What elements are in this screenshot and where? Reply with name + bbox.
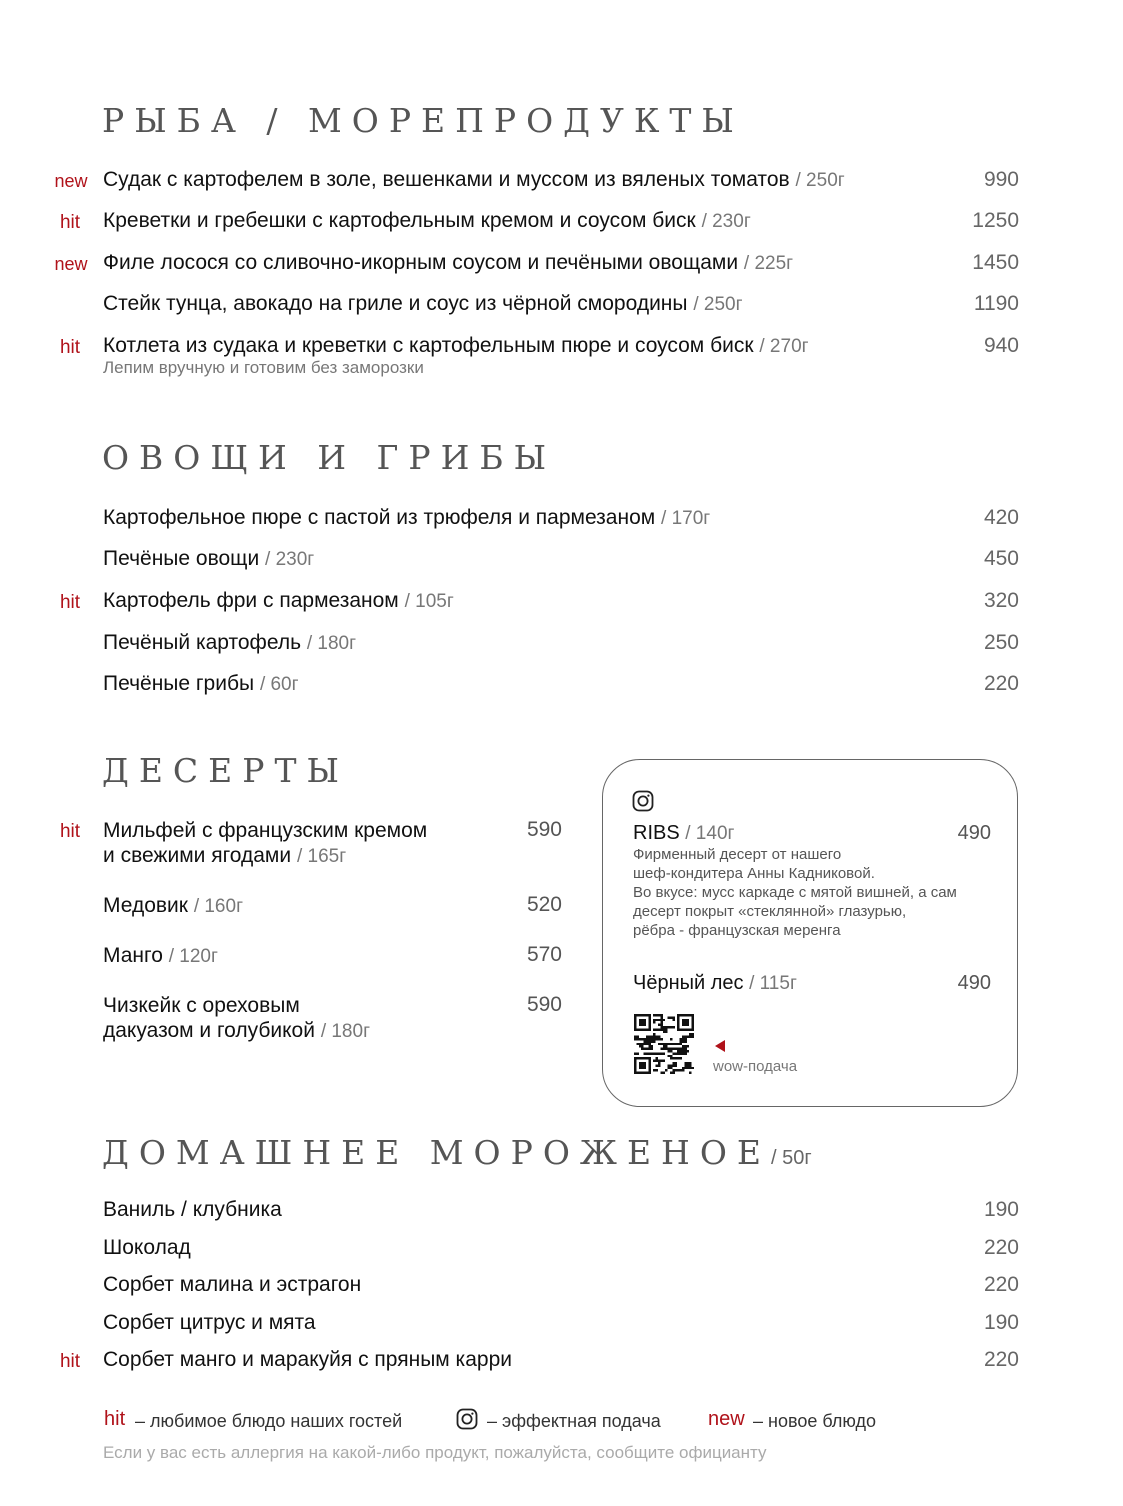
dish-weight: / 170г [661, 508, 711, 529]
dessert-name [103, 943, 503, 969]
card-item-black-forest: Чёрный лес / 115г [633, 972, 797, 994]
dish-title: Филе лосося со сливочно-икорным соусом и печёными овощами [103, 251, 739, 274]
dish-title: Креветки и гребешки с картофельным кремом и соусом биск [103, 209, 696, 232]
dish-weight: / 180г [306, 633, 357, 654]
dessert-line [103, 1018, 503, 1044]
dessert-price: 590 [526, 818, 562, 841]
dish-weight: / 105г [404, 591, 454, 612]
dish-title: Печёные грибы [103, 672, 255, 695]
instagram-icon [632, 790, 654, 812]
wow-label: wow-подача [713, 1058, 798, 1075]
dessert-name [103, 893, 503, 919]
dish-name [103, 334, 809, 358]
legend-insta-desc: – эффектная подача [487, 1411, 661, 1431]
section-title-desserts: ДЕСЕРТЫ [102, 751, 349, 790]
dish-name [103, 251, 793, 275]
dessert-name [103, 818, 503, 869]
qr-code[interactable] [634, 1014, 694, 1074]
section-title-icecream [102, 1133, 812, 1172]
dish-name [103, 589, 454, 613]
dish-price: 320 [983, 589, 1019, 612]
dessert-weight: / 120г [168, 946, 218, 967]
dish-price: 220 [983, 1273, 1019, 1296]
legend-new-tag: new [708, 1408, 745, 1430]
menu-row [0, 547, 1123, 577]
dish-name [103, 1348, 512, 1372]
dessert-price: 590 [526, 993, 562, 1016]
dish-name [103, 209, 751, 233]
dish-price: 220 [983, 1236, 1019, 1259]
legend [0, 1408, 1123, 1438]
card-item-ribs: RIBS / 140г [633, 822, 735, 844]
dish-name [103, 1236, 191, 1260]
hit-tag: hit [59, 592, 81, 613]
dish-weight: / 225г [743, 253, 794, 274]
card-price-ribs: 490 [957, 822, 991, 844]
dish-name [103, 1198, 282, 1222]
dish-price: 990 [983, 168, 1019, 191]
dish-weight: / 60г [259, 674, 299, 695]
menu-row [0, 672, 1123, 702]
menu-row [0, 168, 1123, 198]
card-description [633, 845, 1003, 940]
new-tag: new [54, 254, 88, 274]
section-title-fish: РЫБА / МОРЕПРОДУКТЫ [102, 101, 744, 140]
menu-row [0, 1236, 1123, 1266]
dessert-line: Чизкейк с ореховым [103, 994, 300, 1017]
desc-line: шеф-кондитера Анны Кадниковой. [633, 865, 875, 882]
signature-desserts-card [602, 759, 1018, 1107]
dish-name [103, 168, 845, 192]
dish-weight: / 230г [265, 549, 315, 570]
menu-row [0, 251, 1123, 281]
section-title-veg: ОВОЩИ И ГРИБЫ [102, 438, 557, 477]
menu-row [0, 589, 1123, 619]
menu-row [0, 1198, 1123, 1228]
dessert-line-text: Медовик [103, 894, 188, 917]
dish-title: Котлета из судака и креветки с картофельным пюре и соусом биск [103, 334, 754, 357]
dish-name [103, 672, 299, 696]
legend-new-desc: – новое блюдо [753, 1411, 876, 1431]
icecream-title-text: ДОМАШНЕЕ МОРОЖЕНОЕ [102, 1133, 771, 1172]
dish-price: 1250 [972, 209, 1019, 232]
menu-row [0, 506, 1123, 536]
dish-title: Картофель фри с пармезаном [103, 589, 399, 612]
dish-price: 190 [983, 1311, 1019, 1334]
dessert-price: 570 [526, 943, 562, 966]
dish-name [103, 1273, 361, 1297]
dish-title: Судак с картофелем в золе, вешенками и муссом из вяленых томатов [103, 168, 790, 191]
hit-tag: hit [59, 337, 81, 358]
dish-weight: / 250г [795, 170, 845, 191]
dish-weight: / 270г [759, 336, 809, 357]
icecream-weight: / 50г [770, 1147, 812, 1169]
dish-name [103, 631, 356, 655]
menu-row [0, 1311, 1123, 1341]
dish-title: Печёный картофель [103, 631, 302, 654]
dessert-line [103, 893, 503, 919]
dish-note: Лепим вручную и готовим без заморозки [103, 358, 424, 377]
menu-row [0, 1348, 1123, 1378]
dessert-price: 520 [526, 893, 562, 916]
dish-title: Сорбет манго и маракуйя с пряным карри [103, 1348, 512, 1371]
menu-row [0, 1273, 1123, 1303]
dish-price: 250 [983, 631, 1019, 654]
dessert-line-text: дакуазом и голубикой [103, 1019, 315, 1042]
dessert-line-text: и свежими ягодами [103, 844, 292, 867]
dish-name [103, 1311, 316, 1335]
dish-price: 1190 [973, 292, 1019, 315]
dish-name [103, 506, 710, 530]
desc-line: рёбра - французская меренга [633, 922, 841, 939]
dish-name [103, 547, 314, 571]
dish-price: 450 [983, 547, 1019, 570]
dish-title: Картофельное пюре с пастой из трюфеля и пармезаном [103, 506, 656, 529]
instagram-icon [456, 1408, 478, 1430]
menu-row [0, 334, 1123, 377]
card-price-black-forest: 490 [957, 972, 991, 994]
arrow-left-icon [715, 1040, 725, 1052]
dish-title: Печёные овощи [103, 547, 260, 570]
hit-tag: hit [59, 1351, 81, 1372]
hit-tag: hit [59, 212, 81, 233]
dish-name [103, 292, 743, 316]
dessert-weight: / 160г [193, 896, 244, 917]
dessert-weight: / 180г [320, 1021, 371, 1042]
menu-row [0, 292, 1123, 322]
legend-hit-tag: hit [104, 1408, 126, 1430]
dessert-line: Мильфей с французским кремом [103, 819, 428, 842]
allergy-footnote: Если у вас есть аллергия на какой-либо продукт, пожалуйста, сообщите официанту [103, 1443, 767, 1462]
dish-price: 1450 [972, 251, 1019, 274]
dessert-line-text: Манго [103, 944, 163, 967]
legend-hit-desc: – любимое блюдо наших гостей [135, 1411, 403, 1431]
dish-price: 420 [983, 506, 1019, 529]
dish-title: Ваниль / клубника [103, 1198, 282, 1221]
dessert-weight: / 165г [296, 846, 347, 867]
dish-price: 220 [983, 1348, 1019, 1371]
new-tag: new [54, 171, 88, 191]
dish-weight: / 230г [701, 211, 751, 232]
dessert-line [103, 843, 503, 869]
menu-row [0, 209, 1123, 239]
hit-tag: hit [59, 821, 81, 842]
dish-title: Сорбет малина и эстрагон [103, 1273, 362, 1296]
dish-price: 220 [983, 672, 1019, 695]
dessert-line [103, 943, 503, 969]
dish-price: 940 [983, 334, 1019, 357]
menu-row [0, 631, 1123, 661]
dish-title: Шоколад [103, 1236, 191, 1259]
dish-weight: / 250г [693, 294, 743, 315]
desc-line: десерт покрыт «стеклянной» глазурью, [633, 903, 907, 920]
desc-line: Во вкусе: мусс каркаде с мятой вишней, а сам [633, 884, 957, 901]
dish-title: Стейк тунца, авокадо на гриле и соус из чёрной смородины [103, 292, 688, 315]
dessert-name [103, 993, 503, 1044]
desc-line: Фирменный десерт от нашего [633, 846, 842, 863]
dish-price: 190 [983, 1198, 1019, 1221]
dish-title: Сорбет цитрус и мята [103, 1311, 316, 1334]
